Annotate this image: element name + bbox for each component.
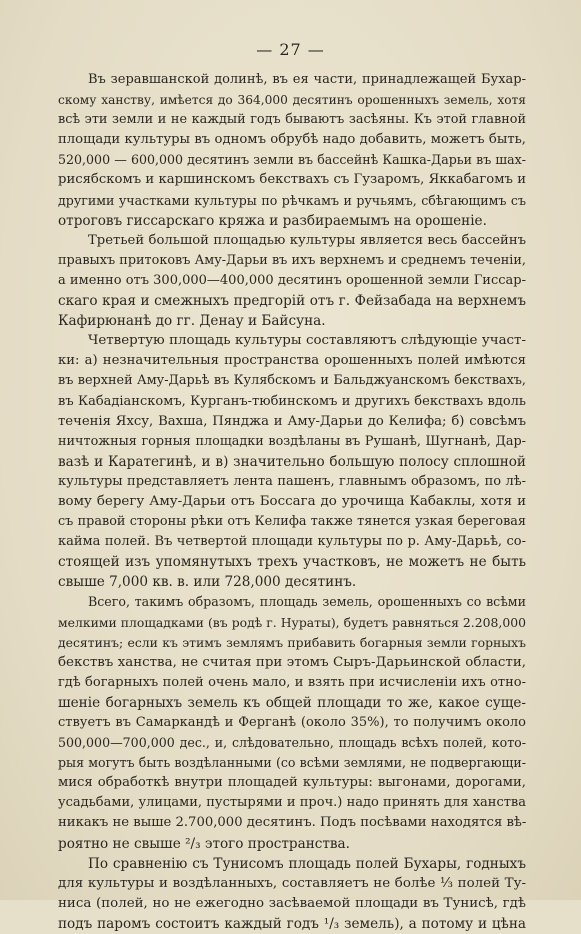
text-line: десятинъ; если къ этимъ землямъ прибавить богарныя земли горныхъ [58,634,526,650]
text-line: никакъ не выше 2.700,000 десятинъ. Подъ посѣвами находятся вѣ- [58,815,526,831]
page-number: — 27 — [256,40,325,59]
text-line: въ Кабадіанскомъ, Курганъ-тюбинскомъ и другихъ бекствахъ вдоль [58,393,526,409]
text-line: рыя могутъ быть воздѣланными (со всѣми землями, не подвергающи- [58,755,526,771]
text-line: Кафирюнанѣ до гг. Денау и Байсуна. [58,313,326,330]
text-line: Третьей большой площадью культуры является весь бассейнъ [88,232,526,248]
text-line: бекствъ ханства, не считая при этомъ Сыръ-Дарьинской области, [58,654,526,670]
text-line: 500,000—700,000 дес., и, слѣдовательно, площадь всѣхъ полей, кото- [58,735,526,751]
text-line: мелкими площадками (въ родѣ г. Нураты), будетъ равняться 2.208,000 [58,614,526,630]
text-line: По сравненію съ Тунисомъ площадь полей Бухары, годныхъ [88,855,526,872]
text-line: подъ паромъ состоитъ каждый годъ ¹/₃ земель), а потому и цѣна [58,915,526,932]
text-line: ниса (полей, но не ежегодно засѣваемой площади въ Тунисѣ, гдѣ [58,895,526,911]
text-line: другими участками культуры по рѣчкамъ и ручьямъ, сбѣгающимъ съ [58,192,526,208]
text-line: скаго края и смежныхъ предгорій отъ г. Фейзабада на верхнемъ [58,293,526,310]
text-line: Въ зеравшанской долинѣ, въ ея части, принадлежащей Бухар- [88,72,526,87]
text-line: вому берегу Аму-Дарьи отъ Боссага до урочища Кабаклы, хотя и [58,493,526,509]
text-line: ки: а) незначительныя пространства орошенныхъ полей имѣются [58,353,526,369]
text-line: стоящей изъ упомянутыхъ трехъ участковъ, не можетъ не быть [58,554,526,571]
text-line: всѣ эти земли и не каждый годъ бываютъ засѣяны. Къ этой главной [58,112,526,128]
text-line: для культуры и воздѣланныхъ, составляетъ не болѣе ⅓ полей Ту- [58,875,526,891]
text-line: въ верхней Аму-Дарьѣ въ Кулябскомъ и Бальджуанскомъ бекствахъ, [58,373,526,389]
text-line: роятно не свыше ²/₃ этого пространства. [58,835,350,852]
text-line: съ правой стороны рѣки отъ Келифа также тянется узкая береговая [58,514,526,530]
text-line: рисябскомъ и каршинскомъ бекствахъ съ Гузаромъ, Яккабагомъ и [58,172,526,188]
text-line: Всего, такимъ образомъ, площадь земель, орошенныхъ со всѣми [88,594,526,610]
text-line: Четвертую площадь культуры составляютъ слѣдующіе участ- [88,333,526,349]
text-line: вазѣ и Каратегинѣ, и в) значительно большую полосу сплошной [58,453,526,470]
text-line: отроговъ гиссарскаго кряжа и разбираемымъ на орошеніе. [58,212,487,229]
text-line: кайма полей. Въ четвертой площади культуры по р. Аму-Дарьѣ, со- [58,534,526,550]
text-line: усадьбами, улицами, пустырями и проч.) надо принять для ханства [58,795,526,811]
text-line: шеніе богарныхъ земель къ общей площади то же, какое суще- [58,694,526,711]
text-line: площади культуры въ одномъ обрубѣ надо добавить, можетъ быть, [58,132,526,148]
text-line: ствуетъ въ Самаркандѣ и Ферганѣ (около 35%), то получимъ около [58,715,526,730]
text-line: а именно отъ 300,000—400,000 десятинъ орошенной земли Гиссар- [58,272,526,288]
text-line: скому ханству, имѣется до 364,000 десятинъ орошенныхъ земель, хотя [58,93,526,108]
text-line: ничтожныя горныя площадки воздѣланы въ Рушанѣ, Шугнанѣ, Дар- [58,433,526,449]
text-body [58,70,526,934]
text-line: теченія Яхсу, Вахша, Пянджа и Аму-Дарьи до Келифа; б) совсѣмъ [58,413,526,429]
text-line: мися обработкѣ внутри площадей культуры: выгонами, дорогами, [58,775,526,791]
text-line: культуры представляетъ лента пашенъ, главнымъ образомъ, по лѣ- [58,473,526,489]
text-line: 520,000 — 600,000 десятинъ земли въ бассейнѣ Кашка-Дарьи въ шах- [58,152,526,168]
text-line: правыхъ притоковъ Аму-Дарьи въ ихъ верхнемъ и среднемъ теченіи, [58,252,526,268]
text-line: гдѣ богарныхъ полей очень мало, и взять при исчисленіи ихъ отно- [58,674,526,690]
text-line: свыше 7,000 кв. в. или 728,000 десятинъ. [58,574,357,591]
